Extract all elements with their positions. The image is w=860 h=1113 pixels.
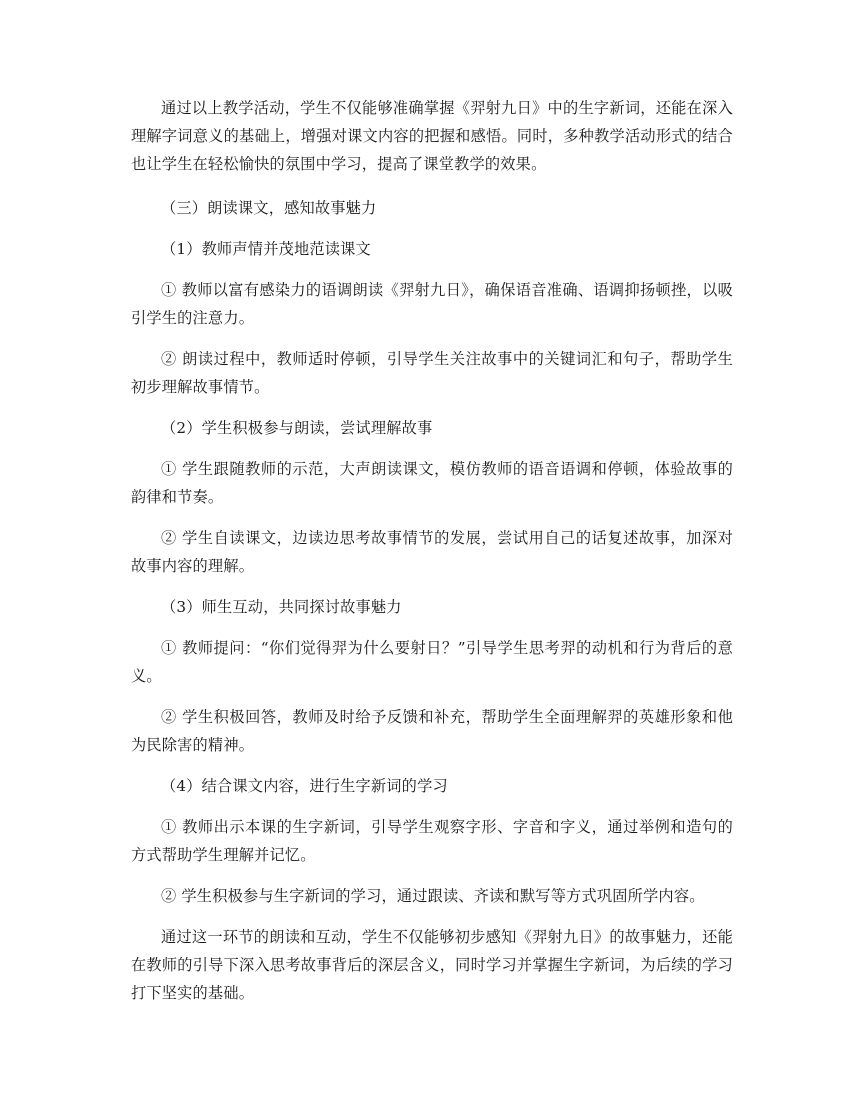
subsection-heading: （1）教师声情并茂地范读课文 [161,240,371,258]
list-item: ① 教师以富有感染力的语调朗读《羿射九日》，确保语音准确、语调抑扬顿挫，以吸引学生的注意力。 [131,281,733,327]
list-item: ① 教师出示本课的生字新词，引导学生观察字形、字音和字义，通过举例和造句的方式帮助学生理解并记忆。 [131,818,733,864]
subsection-heading: （2）学生积极参与朗读，尝试理解故事 [161,419,433,437]
subsection-heading: （3）师生互动，共同探讨故事魅力 [161,598,402,616]
list-item: ① 教师提问：“你们觉得羿为什么要射日？”引导学生思考羿的动机和行为背后的意义。 [131,639,733,685]
document-page [131,94,733,1007]
list-item: ① 学生跟随教师的示范，大声朗读课文，模仿教师的语音语调和停顿，体验故事的韵律和节奏。 [131,460,733,506]
list-item: ② 学生积极回答，教师及时给予反馈和补充，帮助学生全面理解羿的英雄形象和他为民除害的精神。 [131,708,733,754]
subsection-heading: （4）结合课文内容，进行生字新词的学习 [161,777,448,795]
section-heading: （三）朗读课文，感知故事魅力 [161,199,377,217]
paragraph-conclusion: 通过这一环节的朗读和互动，学生不仅能够初步感知《羿射九日》的故事魅力，还能在教师的引导下深入思考故事背后的深层含义，同时学习并掌握生字新词，为后续的学习打下坚实的基础。 [131,928,733,1002]
list-item: ② 朗读过程中，教师适时停顿，引导学生关注故事中的关键词汇和句子，帮助学生初步理解故事情节。 [131,350,733,396]
paragraph-summary: 通过以上教学活动，学生不仅能够准确掌握《羿射九日》中的生字新词，还能在深入理解字词意义的基础上，增强对课文内容的把握和感悟。同时，多种教学活动形式的结合也让学生在轻松愉快的氛围中学习，提高了课堂教学的效果。 [131,99,733,173]
list-item: ② 学生自读课文，边读边思考故事情节的发展，尝试用自己的话复述故事，加深对故事内容的理解。 [131,529,733,575]
list-item: ② 学生积极参与生字新词的学习，通过跟读、齐读和默写等方式巩固所学内容。 [161,887,705,905]
